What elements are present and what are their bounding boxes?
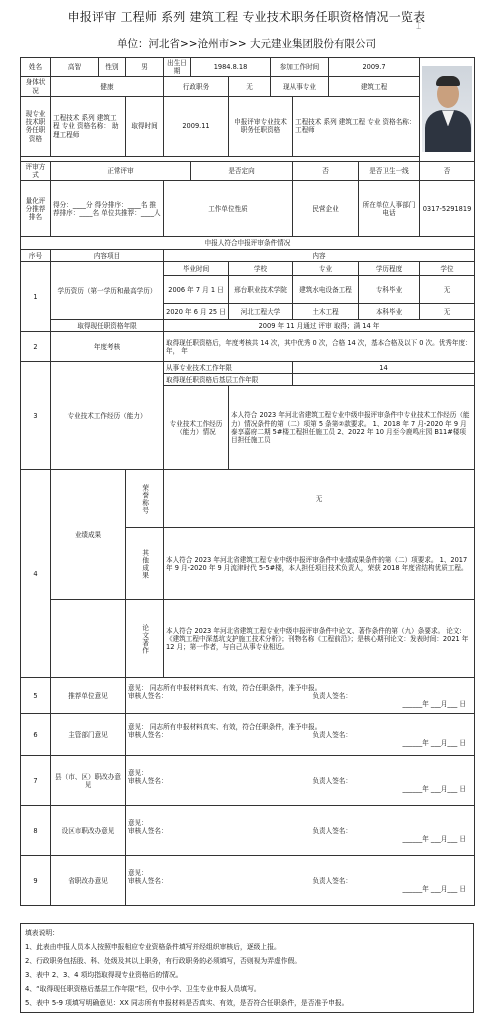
score-label: 量化评分推荐排名 <box>21 181 51 237</box>
major-value: 建筑工程 <box>329 77 420 96</box>
opinion-seq: 9 <box>21 856 51 906</box>
edu-r1-c3: 本科毕业 <box>359 304 420 320</box>
note-title: 填表说明： <box>25 929 59 937</box>
opinion-label: 主管部门意见 <box>51 714 126 756</box>
conditions-header: 申报人符合申报评审条件情况 <box>21 237 475 250</box>
opinion-seq: 7 <box>21 756 51 806</box>
edu-r0-c4: 无 <box>420 276 475 304</box>
col-item: 内容项目 <box>51 250 164 262</box>
honor-label: 荣誉称号 <box>126 470 164 528</box>
opinion-cell: 意见： 审核人签名： 负责人签名： ______年 ___月___ 日 <box>126 806 475 856</box>
health-value: 健康 <box>51 77 164 96</box>
apply-value: 工程技术 系列 建筑工程 专业 资格名称： 工程师 <box>293 96 420 156</box>
opinion-cell: 意见： 审核人签名： 负责人签名： ______年 ___月___ 日 <box>126 756 475 806</box>
score-value: 得分：____分 得分排序：____名 推荐排序：____名 单位共推荐：____人 <box>51 181 164 237</box>
applicant-photo <box>422 66 472 152</box>
admin-label: 行政职务 <box>164 77 229 96</box>
obtain-value: 2009.11 <box>164 96 229 156</box>
exp-years-value: 14 <box>293 362 475 374</box>
opinion-cell: 意见： 同志所有申报材料真实、有效，符合任职条件，准予申报。 审核人签名： 负责人签名： ______年 ___月___ 日 <box>126 678 475 714</box>
note-item: 4、“取得现任职资格后基层工作年限”栏，仅中小学、卫生专业申报人员填写。 <box>25 985 261 993</box>
col-content: 内容 <box>164 250 475 262</box>
opinion-seq: 8 <box>21 806 51 856</box>
health-line-value: 否 <box>420 161 475 180</box>
edu-h3: 学历程度 <box>359 262 420 276</box>
current-label: 现专业技术职务任职资格 <box>21 96 51 156</box>
method-label: 评审方式 <box>21 161 51 180</box>
note-item: 5、表中 5-9 项填写明确意见：XX 同志所有申报材料是否真实、有效，是否符合任职条件，是否准予申报。 <box>25 999 349 1007</box>
note-item: 1、此表由申报人员本人按照申报相应专业资格条件填写并经组织审核后，逐级上报。 <box>25 943 281 951</box>
exp-sub-label: 专业技术工作经历（能力）情况 <box>164 386 229 470</box>
edu-r1-c0: 2020 年 6 月 25 日 <box>164 304 229 320</box>
opinion-label: 推荐单位意见 <box>51 678 126 714</box>
edu-h4: 学位 <box>420 262 475 276</box>
target-value: 否 <box>293 161 359 180</box>
birth-label: 出生日期 <box>164 58 191 77</box>
assess-label: 年度考核 <box>51 332 164 362</box>
fill-instructions <box>20 923 474 1013</box>
edu-r1-c2: 土木工程 <box>293 304 359 320</box>
edu-r0-c0: 2006 年 7 月 1 日 <box>164 276 229 304</box>
admin-value: 无 <box>229 77 271 96</box>
other-value: 本人符合 2023 年河北省建筑工程专业中级申报评审条件中业绩成果条件的第（二）项要求。 1、2017 年 9 月-2020 年 9 月流津时代 5-5#楼，本人担任项目技术负责人，荣获 2018 年度省结构优质工程。 <box>164 528 475 600</box>
exp-years-label: 从事专业技术工作年限 <box>164 362 293 374</box>
edu-r1-c1: 河北工程大学 <box>229 304 293 320</box>
opinion-label: 设区市职改办意见 <box>51 806 126 856</box>
method-value: 正常评审 <box>51 161 191 180</box>
name-value: 高智 <box>51 58 99 77</box>
photo-cell <box>420 58 475 162</box>
edu-r0-c1: 邢台职业技术学院 <box>229 276 293 304</box>
note-item: 2、行政职务包括股、科、处级及其以上职务，有行政职务的必须填写，否则视为弄虚作假。 <box>25 957 302 965</box>
birth-value: 1984.8.18 <box>191 58 271 77</box>
opinion-cell: 意见： 同志所有申报材料真实、有效，符合任职条件，准予申报。 审核人签名： 负责人签名： ______年 ___月___ 日 <box>126 714 475 756</box>
paper-value: 本人符合 2023 年河北省建筑工程专业中级申报评审条件中论文、著作条件的第（九）条要求。 论文:《建筑工程中深基坑支护施工技术分析》；刊物名称《工程前沿》；是核心期刊论文：发表时间：2021 年 12 月；第一作者，与自己从事专业相近。 <box>164 600 475 678</box>
apply-label: 申报评审专业技术职务任职资格 <box>229 96 293 156</box>
gender-label: 性别 <box>99 58 126 77</box>
opinion-seq: 5 <box>21 678 51 714</box>
unit-nature-value: 民营企业 <box>293 181 359 237</box>
exp-text: 本人符合 2023 年河北省建筑工程专业中级申报评审条件中专业技术工作经历（能力）情况条件的第（二）项第 5 条第②款要求。 1、2018 年 7 月-2020 年 9 月泰享嘉府二期 5#楼工程担任施工员 2、2022 年 10 月至今鹿鸣庄园 B11#楼项目担任施工员 <box>229 386 475 470</box>
target-label: 是否定向 <box>191 161 293 180</box>
exp-grass-value <box>293 374 475 386</box>
edu-h1: 学校 <box>229 262 293 276</box>
edu-r0-c2: 建筑水电设备工程 <box>293 276 359 304</box>
assess-value: 取得现任职资格后，年度考核共 14 次，其中优秀 0 次，合格 14 次，基本合格及以下 0 次。优秀年度： 年， 年 <box>164 332 475 362</box>
opinion-label: 县（市、区）职改办意见 <box>51 756 126 806</box>
edu-r1-c4: 无 <box>420 304 475 320</box>
qualification-table: 姓名 高智 性别 男 出生日期 1984.8.18 参加工作时间 2009.7 身体状况 健康 行政职务 无 现从事专业 建筑工程 现专业技术职务任职资格 工程技术 系列 建筑工程 专业 资格名称： 助理工程师 取得时间 2009.11 申报评审专业技术职务任职资格 工程技术 系列 建筑工程 专业 资格名称： 工程师 评审方式 正常评审 是否定向 否 是否卫生一线 否 量化评分推荐排名 得分：____分 得分排序：____名 推荐排序：____名 单位共推荐：____人 工作单位性质 民营企业 所在单位人事部门电话 0317-5291819 申报人符合申报评审条件情况 序号 内容项目 内容 1 学历资历（第一学历和最高学历） 毕业时间 学校 专业 学历程度 学位 2006 年 7 月 1 日 邢台职业技术学院 建筑水电设备工程 专科毕业 无 2020 年 6 月 25 日 河北工程大学 土木工程 本科毕业 无 取得现任职资格年限 2009 年 11 月通过 评审 取得；满 14 年 2 年度考核 取得现任职资格后，年度考核共 14 次，其中优秀 0 次，合格 14 次，基本合格及以下 0 次。优秀年度： 年， 年 3 专业技术工作经历（能力） 从事专业技术工作年限 14 取得现任职资格后基层工作年限 专业技术工作经历（能力）情况 本人符合 2023 年河北省建筑工程专业中级申报评审条件中专业技术工作经历（能力）情况条件的第（二）项第 5 条第②款要求。 1、2018 年 7 月-2020 年 9 月泰享嘉府二期 5#楼工程担任施工员 2、2022 年 10 月至今鹿鸣庄园 B11#楼项目担任施工员 4 业绩成果 荣誉称号 无 其他成果 本人符合 2023 年河北省建筑工程专业中级申报评审条件中业绩成果条件的第（二）项要求。 1、2017 年 9 月-2020 年 9 月流津时代 5-5#楼，本人担任项目技术负责人，荣获 2018 年度省结构优质工程。 论文著作 本人符合 2023 年河北省建筑工程专业中级申报评审条件中论文、著作条件的第（九）条要求。 论文:《建筑工程中深基坑支护施工技术分析》；刊物名称《工程前沿》；是核心期刊论文：发表时间：2021 年 12 月；第一作者，与自己从事专业相近。 5 推荐单位意见 意见： 同志所有申报材料真实、有效，符合任职条件，准予申报。 审核人签名： 负责人签名： ______年 ___月___ 日 6 主管部门意见 意见： 同志所有申报材料真实、有效，符合任职条件，准予申报。 审核人签名： 负责人签名： ______年 ___月___ 日 7 县（市、区）职改办意见 意见： 审核人签名： 负责人签名： ______年 ___月___ 日 8 设区市职改办意见 意见： 审核人签名： 负责人签名： ______年 ___月___ 日 9 省职改办意见 意见： 审核人签名： 负责人签名： ______年 ___月___ 日 <box>20 57 475 906</box>
edu-r0-c3: 专科毕业 <box>359 276 420 304</box>
achieve-label: 业绩成果 <box>51 470 126 600</box>
opinion-cell: 意见： 审核人签名： 负责人签名： ______年 ___月___ 日 <box>126 856 475 906</box>
years-label: 取得现任职资格年限 <box>51 320 164 332</box>
edu-h0: 毕业时间 <box>164 262 229 276</box>
current-value: 工程技术 系列 建筑工程 专业 资格名称： 助理工程师 <box>51 96 126 156</box>
health-line-label: 是否卫生一线 <box>359 161 420 180</box>
cursor-icon: ⌶ <box>416 22 422 32</box>
paper-label: 论文著作 <box>126 600 164 678</box>
edu-h2: 专业 <box>293 262 359 276</box>
opinion-seq: 6 <box>21 714 51 756</box>
note-item: 3、表中 2、3、4 项均指取得现专业资格后的情况。 <box>25 971 183 979</box>
honor-value: 无 <box>164 470 475 528</box>
exp-grass-label: 取得现任职资格后基层工作年限 <box>164 374 293 386</box>
col-seq: 序号 <box>21 250 51 262</box>
edu-label: 学历资历（第一学历和最高学历） <box>51 262 164 320</box>
gender-value: 男 <box>126 58 164 77</box>
obtain-label: 取得时间 <box>126 96 164 156</box>
work-label: 参加工作时间 <box>271 58 329 77</box>
work-value: 2009.7 <box>329 58 420 77</box>
phone-value: 0317-5291819 <box>420 181 475 237</box>
opinion-label: 省职改办意见 <box>51 856 126 906</box>
major-label: 现从事专业 <box>271 77 329 96</box>
unit-line: 单位：河北省>>沧州市>> 大元建业集团股份有限公司 <box>116 38 377 50</box>
years-value: 2009 年 11 月通过 评审 取得；满 14 年 <box>164 320 475 332</box>
unit-nature-label: 工作单位性质 <box>164 181 293 237</box>
exp-label: 专业技术工作经历（能力） <box>51 362 164 470</box>
name-label: 姓名 <box>21 58 51 77</box>
phone-label: 所在单位人事部门电话 <box>359 181 420 237</box>
document-title: 申报评审 工程师 系列 建筑工程 专业技术职务任职资格情况一览表 <box>67 10 426 24</box>
health-label: 身体状况 <box>21 77 51 96</box>
other-label: 其他成果 <box>126 528 164 600</box>
